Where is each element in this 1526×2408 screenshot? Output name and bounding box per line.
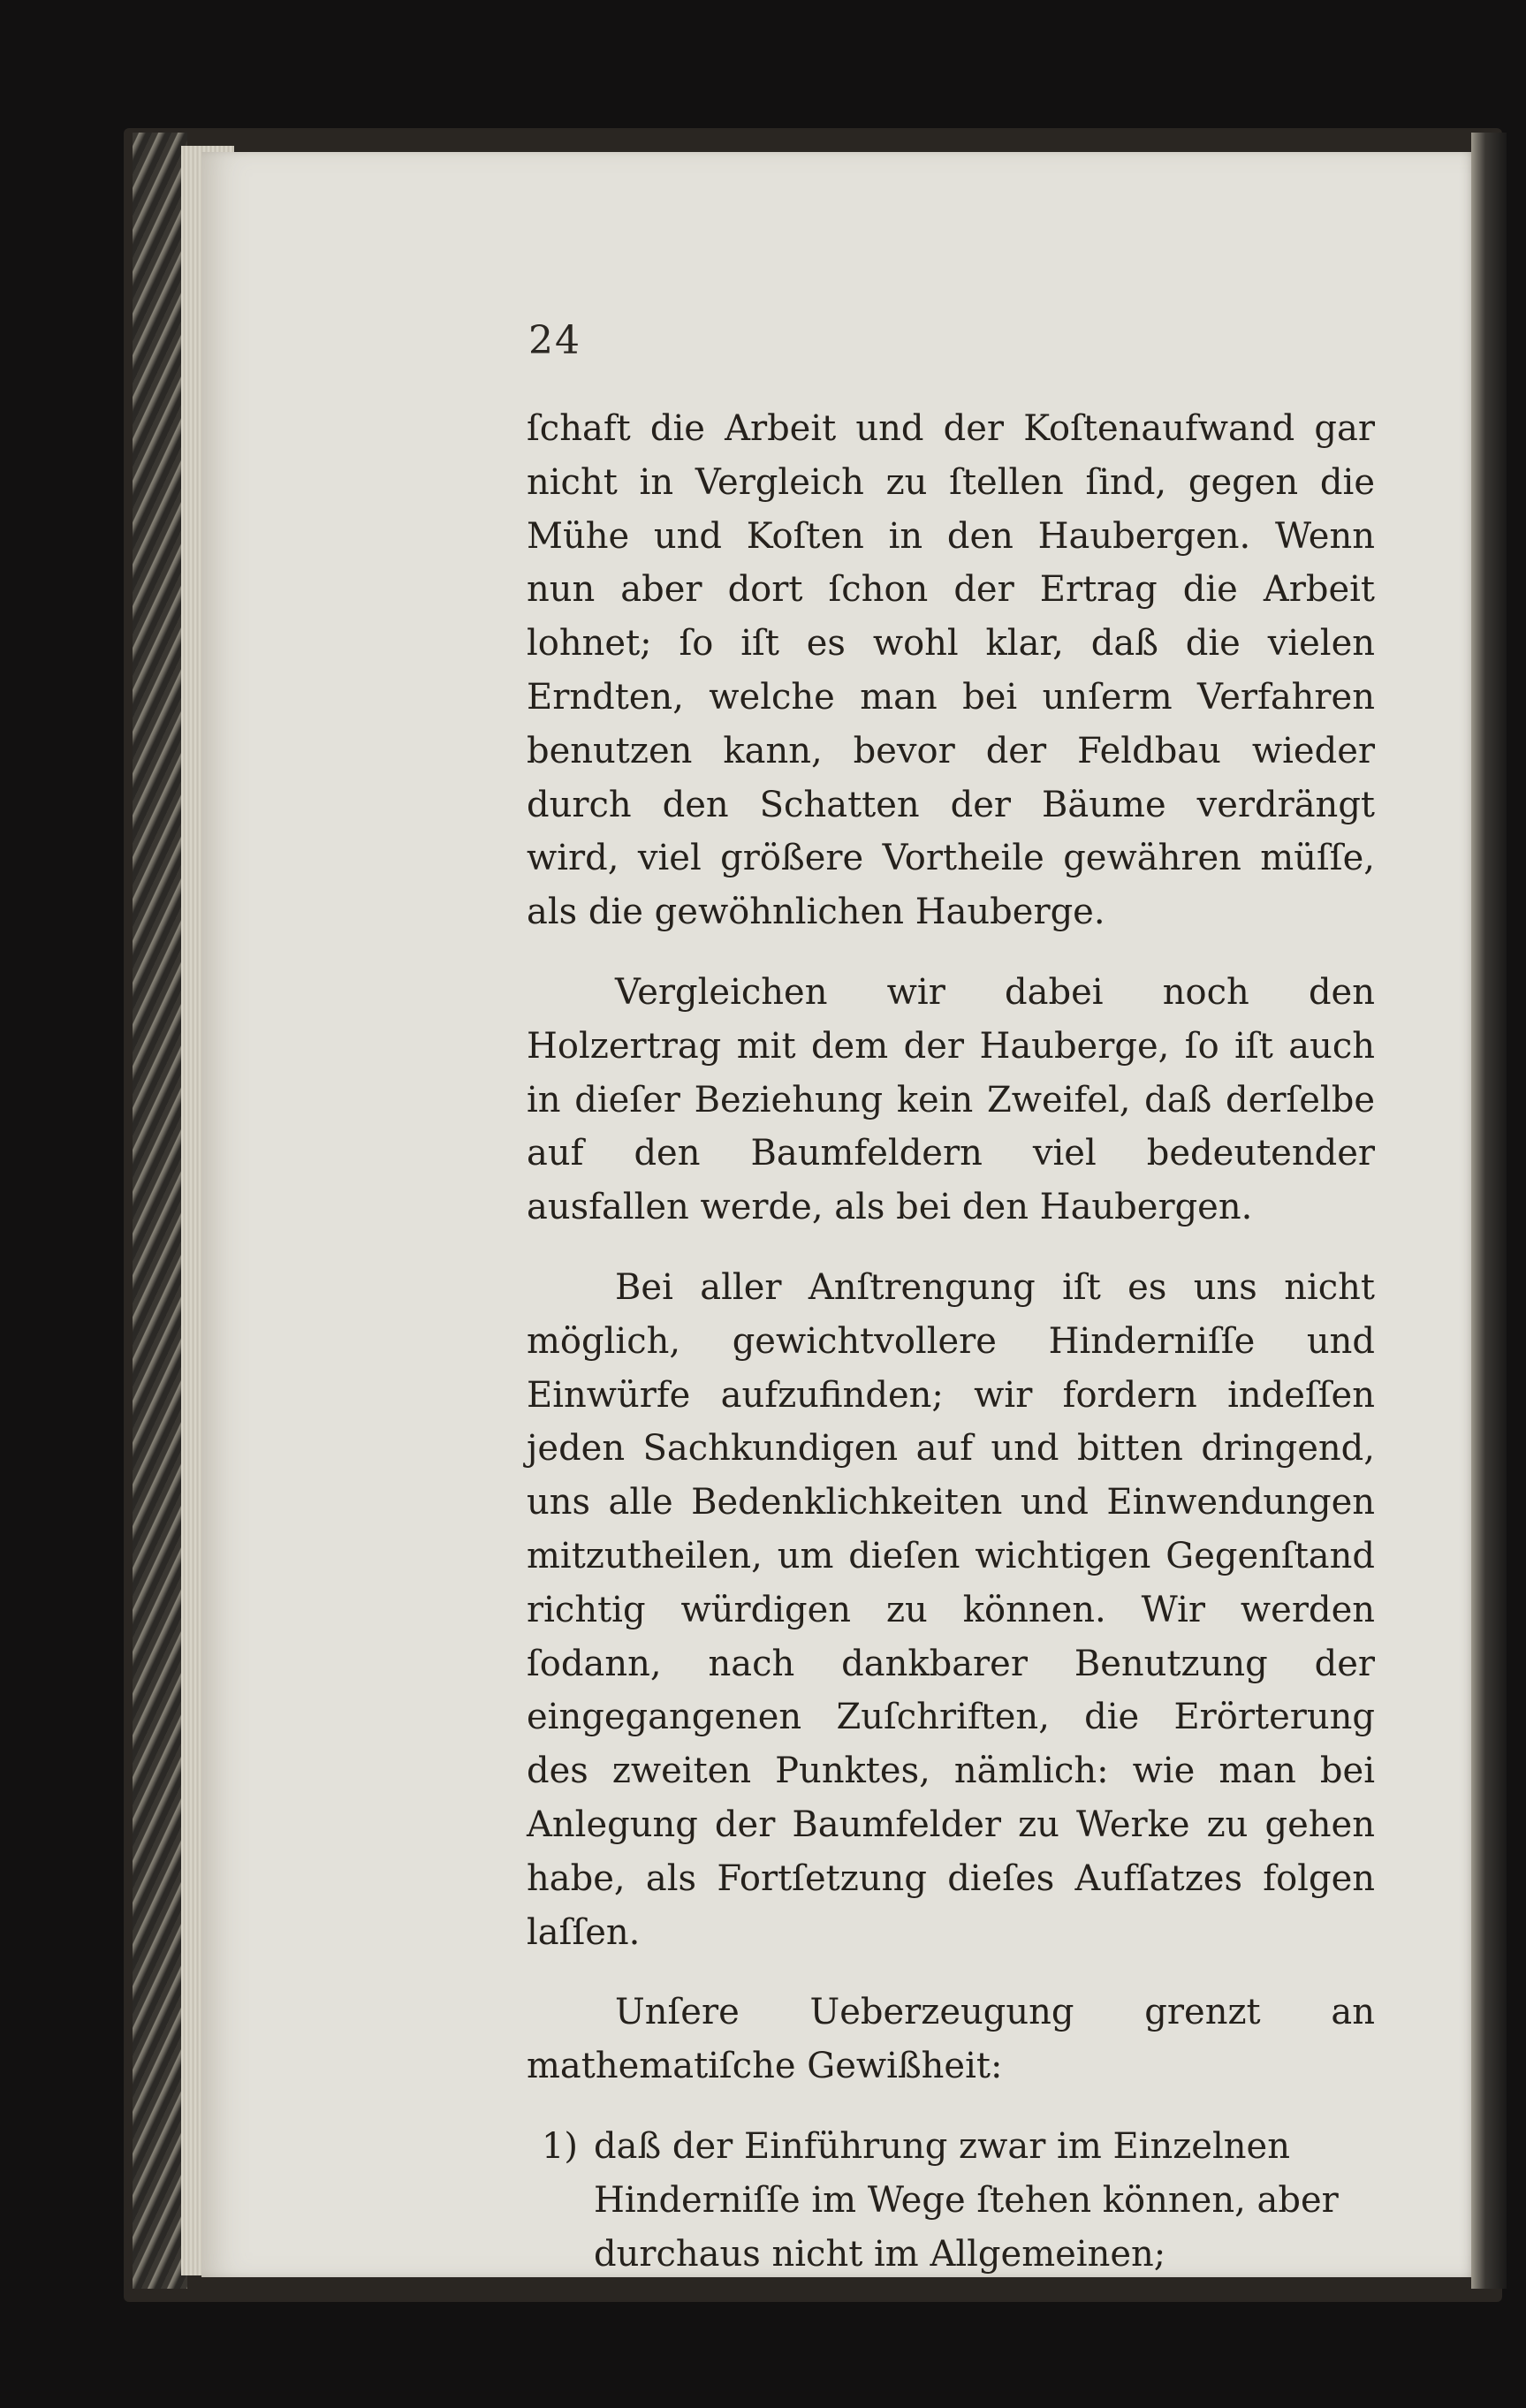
page-fore-edge: [1471, 133, 1507, 2289]
paragraph-3: Bei aller Anſtrengung iſt es uns nicht möglich, gewichtvollere Hinderniſſe und Einwürfe aufzufinden; wir fordern indeſſen jeden Sachkundigen auf und bitten dringend, uns alle Bedenklichkeiten und Einwendungen mitzutheilen, um dieſen wichtigen Gegenſtand richtig würdigen zu können. Wir werden ſodann, nach dankbarer Benutzung der eingegangenen Zuſchriften, die Erörterung des zweiten Punktes, nämlich: wie man bei Anlegung der Baumfelder zu Werke zu gehen habe, als Fortſetzung dieſes Aufſatzes folgen laſſen.: [527, 1266, 1375, 1953]
page-text: [527, 402, 1375, 2281]
paragraph-gap: [527, 2093, 1375, 2120]
list-text: daß der Einführung zwar im Einzelnen Hinderniſſe im Wege ſtehen können, aber durchaus nicht im Allgemeinen;: [594, 2125, 1339, 2275]
page-number: 24: [528, 318, 581, 363]
marbled-spine-edge: [133, 133, 187, 2289]
paragraph-gap: [527, 1959, 1375, 1986]
paragraph-gap: [527, 1234, 1375, 1261]
paragraph-1: ſchaft die Arbeit und der Koſtenaufwand gar nicht in Vergleich zu ſtellen ſind, gegen die Mühe und Koſten in den Haubergen. Wenn nun aber dort ſchon der Ertrag die Arbeit lohnet; ſo iſt es wohl klar, daß die vielen Erndten, welche man bei unſerm Verfahren benutzen kann, bevor der Feldbau wieder durch den Schatten der Bäume verdrängt wird, viel größere Vortheile gewähren müſſe, als die gewöhnlichen Hauberge.: [527, 408, 1375, 933]
paragraph-gap: [527, 939, 1375, 966]
paragraph-2: Vergleichen wir dabei noch den Holzertrag mit dem der Hauberge, ſo iſt auch in dieſer Beziehung kein Zweifel, daß derſelbe auf den Baumfeldern viel bedeutender ausfallen werde, als bei den Haubergen.: [527, 971, 1375, 1228]
paragraph-4: Unſere Ueberzeugung grenzt an mathematiſche Gewißheit:: [527, 1992, 1375, 2087]
list-item: [527, 2120, 1375, 2281]
list-marker: 1): [541, 2125, 578, 2167]
